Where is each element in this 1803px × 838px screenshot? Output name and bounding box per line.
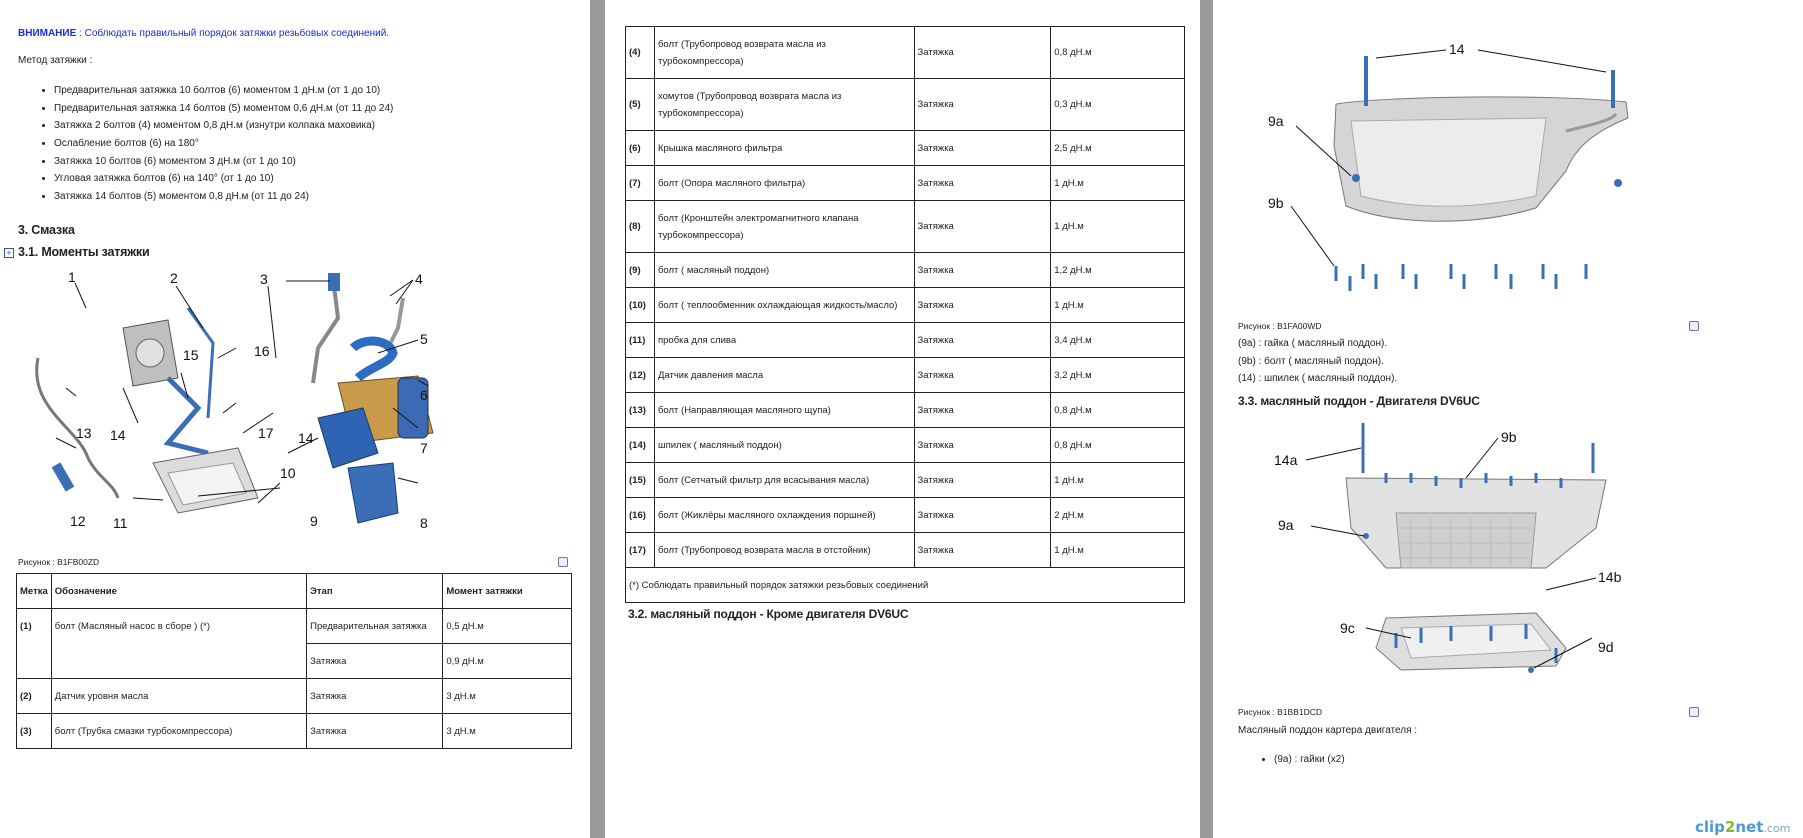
mark-cell: (4) — [626, 27, 655, 79]
torque-cell: 1 дН.м — [1051, 166, 1185, 201]
legend-item: (14) : шпилек ( масляный поддон). — [1238, 373, 1398, 384]
section-heading-3-1: 3.1. Моменты затяжки — [18, 245, 150, 259]
table-row — [626, 533, 1185, 568]
mark-cell: (2) — [17, 679, 52, 714]
stage-cell: Затяжка — [914, 79, 1051, 131]
table-row — [626, 79, 1185, 131]
torque-cell: 1 дН.м — [1051, 463, 1185, 498]
table-row — [626, 498, 1185, 533]
table-row — [626, 323, 1185, 358]
figure-label: 7 — [420, 440, 428, 456]
figure-label: 14 — [298, 430, 314, 446]
logo-part: net — [1735, 818, 1764, 836]
stage-cell: Затяжка — [914, 288, 1051, 323]
section-heading-3-3: 3.3. масляный поддон - Двигателя DV6UC — [1238, 394, 1480, 408]
header-cell: Обозначение — [51, 574, 306, 609]
figure-label: 16 — [254, 343, 270, 359]
name-cell: болт ( теплообменник охлаждающая жидкость/масло) — [654, 288, 914, 323]
lubrication-exploded-diagram — [18, 268, 478, 543]
torque-cell: 1 дН.м — [1051, 201, 1185, 253]
figure-label: 4 — [415, 271, 423, 287]
mark-cell: (14) — [626, 428, 655, 463]
torque-cell: 3,2 дН.м — [1051, 358, 1185, 393]
table-row — [626, 253, 1185, 288]
figure-label: 14 — [110, 427, 126, 443]
list-item: • Ослабление болтов (6) на 180° — [54, 138, 393, 150]
table-row — [626, 393, 1185, 428]
figure-label: 14b — [1598, 569, 1622, 585]
figure-label: 14a — [1274, 452, 1298, 468]
name-cell: болт (Трубка смазки турбокомпрессора) — [51, 714, 306, 749]
figure-label: 3 — [260, 271, 268, 287]
torque-cell: 0,8 дН.м — [1051, 393, 1185, 428]
oil-pan-diagram-2 — [1236, 418, 1696, 698]
name-cell: болт (Трубопровод возврата масла в отстойник) — [654, 533, 914, 568]
figure-label: 9b — [1501, 429, 1517, 445]
name-cell: Датчик уровня масла — [51, 679, 306, 714]
method-label: Метод затяжки : — [18, 55, 93, 66]
list-item: • Затяжка 14 болтов (5) моментом 0,8 дН.м (от 11 до 24) — [54, 191, 393, 203]
figure-label: 9a — [1268, 113, 1284, 129]
table-footnote-row — [626, 568, 1185, 603]
table-row — [626, 131, 1185, 166]
name-cell: хомутов (Трубопровод возврата масла из турбокомпрессора) — [654, 79, 914, 131]
warning-label: ВНИМАНИЕ — [18, 28, 77, 39]
torque-cell: 2 дН.м — [1051, 498, 1185, 533]
table-row — [17, 679, 572, 714]
table-header-row — [17, 574, 572, 609]
header-cell: Момент затяжки — [443, 574, 572, 609]
figure-caption: Рисунок : B1FA00WD — [1238, 321, 1322, 331]
torque-cell: 0,3 дН.м — [1051, 79, 1185, 131]
legend-item: (9b) : болт ( масляный поддон). — [1238, 355, 1384, 367]
figure-link-icon[interactable] — [1689, 321, 1699, 331]
mark-cell: (12) — [626, 358, 655, 393]
table-row — [626, 166, 1185, 201]
table-row — [626, 428, 1185, 463]
header-cell: Этап — [307, 574, 443, 609]
watermark-logo — [1695, 818, 1790, 836]
list-item: • Предварительная затяжка 14 болтов (5) моментом 0,6 дН.м (от 11 до 24) — [54, 103, 393, 115]
bullet-list — [1258, 754, 1345, 765]
figure-label: 9a — [1278, 517, 1294, 533]
document-page-2 — [605, 0, 1200, 838]
table-row — [17, 609, 572, 644]
figure-label: 14 — [1449, 41, 1465, 57]
name-cell: болт (Направляющая масляного щупа) — [654, 393, 914, 428]
name-cell: Крышка масляного фильтра — [654, 131, 914, 166]
figure-label: 5 — [420, 331, 428, 347]
figure-label: 9c — [1340, 620, 1355, 636]
stage-cell: Затяжка — [914, 393, 1051, 428]
list-item: • Затяжка 10 болтов (6) моментом 3 дН.м (от 1 до 10) — [54, 156, 393, 168]
mark-cell: (8) — [626, 201, 655, 253]
torque-cell: 0,9 дН.м — [443, 644, 572, 679]
list-item: • Угловая затяжка болтов (6) на 140° (от 1 до 10) — [54, 173, 393, 185]
figure-label: 13 — [76, 425, 92, 441]
stage-cell: Затяжка — [914, 166, 1051, 201]
list-item: • Затяжка 2 болтов (4) моментом 0,8 дН.м (изнутри колпака маховика) — [54, 120, 393, 132]
header-cell: Метка — [17, 574, 52, 609]
tightening-steps-list — [38, 85, 393, 209]
stage-cell: Затяжка — [307, 679, 443, 714]
warning-line — [18, 28, 389, 39]
torque-cell: 1,2 дН.м — [1051, 253, 1185, 288]
stage-cell: Затяжка — [914, 533, 1051, 568]
stage-cell: Затяжка — [914, 498, 1051, 533]
mark-cell: (10) — [626, 288, 655, 323]
name-cell: болт (Масляный насос в сборе ) (*) — [51, 609, 306, 679]
name-cell: болт (Опора масляного фильтра) — [654, 166, 914, 201]
stage-cell: Затяжка — [914, 463, 1051, 498]
table-row — [626, 201, 1185, 253]
figure-label: 9 — [310, 513, 318, 529]
name-cell: болт (Кронштейн электромагнитного клапана турбокомпрессора) — [654, 201, 914, 253]
figure-label: 15 — [183, 347, 199, 363]
figure-label: 10 — [280, 465, 296, 481]
torque-cell: 1 дН.м — [1051, 533, 1185, 568]
document-page-3 — [1213, 0, 1803, 838]
subtitle: Масляный поддон картера двигателя : — [1238, 725, 1418, 736]
table-move-handle-icon[interactable]: + — [4, 248, 14, 258]
footnote-cell: (*) Соблюдать правильный порядок затяжки резьбовых соединений — [626, 568, 1185, 603]
torque-cell: 3,4 дН.м — [1051, 323, 1185, 358]
stage-cell: Затяжка — [914, 358, 1051, 393]
name-cell: Датчик давления масла — [654, 358, 914, 393]
figure-label: 8 — [420, 515, 428, 531]
mark-cell: (9) — [626, 253, 655, 288]
figure-label: 11 — [113, 515, 128, 531]
mark-cell: (17) — [626, 533, 655, 568]
figure-caption: Рисунок : B1FB00ZD — [18, 557, 100, 567]
torque-cell: 3 дН.м — [443, 714, 572, 749]
torque-cell: 0,5 дН.м — [443, 609, 572, 644]
figure-legend — [1238, 335, 1397, 388]
figure-label: 12 — [70, 513, 86, 529]
figure-label: 17 — [258, 425, 274, 441]
logo-part: .com — [1763, 822, 1791, 835]
name-cell: болт (Жиклёры масляного охлаждения поршней) — [654, 498, 914, 533]
mark-cell: (3) — [17, 714, 52, 749]
list-item: • Предварительная затяжка 10 болтов (6) моментом 1 дН.м (от 1 до 10) — [54, 85, 393, 97]
mark-cell: (15) — [626, 463, 655, 498]
logo-part: clip — [1695, 818, 1725, 836]
figure-caption: Рисунок : B1BB1DCD — [1238, 707, 1323, 717]
figure-link-icon[interactable] — [558, 557, 568, 567]
section-heading-3-2: 3.2. масляный поддон - Кроме двигателя DV6UC — [628, 607, 909, 621]
figure-label: 6 — [420, 387, 428, 403]
stage-cell: Затяжка — [914, 201, 1051, 253]
document-page-1 — [0, 0, 590, 838]
torque-table-part1 — [16, 573, 572, 749]
stage-cell: Затяжка — [914, 428, 1051, 463]
name-cell: болт (Сетчатый фильтр для всасывания масла) — [654, 463, 914, 498]
figure-label: 1 — [68, 269, 76, 285]
warning-sep: : — [76, 28, 85, 39]
torque-cell: 3 дН.м — [443, 679, 572, 714]
legend-item: (9a) : гайка ( масляный поддон). — [1238, 338, 1388, 349]
section-heading-3: 3. Смазка — [18, 223, 75, 237]
torque-table-part2 — [625, 26, 1185, 603]
stage-cell: Затяжка — [914, 323, 1051, 358]
figure-label: 9d — [1598, 639, 1614, 655]
name-cell: болт ( масляный поддон) — [654, 253, 914, 288]
name-cell: шпилек ( масляный поддон) — [654, 428, 914, 463]
mark-cell: (7) — [626, 166, 655, 201]
stage-cell: Затяжка — [914, 253, 1051, 288]
mark-cell: (1) — [17, 609, 52, 679]
figure-label: 9b — [1268, 195, 1284, 211]
table-row — [626, 27, 1185, 79]
name-cell: пробка для слива — [654, 323, 914, 358]
mark-cell: (6) — [626, 131, 655, 166]
mark-cell: (11) — [626, 323, 655, 358]
list-item: • (9a) : гайки (x2) — [1274, 754, 1345, 765]
stage-cell: Затяжка — [307, 644, 443, 679]
stage-cell: Предварительная затяжка — [307, 609, 443, 644]
stage-cell: Затяжка — [307, 714, 443, 749]
mark-cell: (5) — [626, 79, 655, 131]
mark-cell: (13) — [626, 393, 655, 428]
name-cell: болт (Трубопровод возврата масла из турбокомпрессора) — [654, 27, 914, 79]
torque-cell: 0,8 дН.м — [1051, 428, 1185, 463]
oil-pan-diagram-1 — [1236, 36, 1696, 306]
figure-label: 2 — [170, 270, 178, 286]
logo-part: 2 — [1724, 818, 1736, 836]
torque-cell: 2,5 дН.м — [1051, 131, 1185, 166]
warning-text: Соблюдать правильный порядок затяжки резьбовых соединений. — [84, 28, 390, 39]
torque-cell: 1 дН.м — [1051, 288, 1185, 323]
table-row — [17, 714, 572, 749]
table-row — [626, 463, 1185, 498]
stage-cell: Затяжка — [914, 27, 1051, 79]
mark-cell: (16) — [626, 498, 655, 533]
table-row — [626, 358, 1185, 393]
stage-cell: Затяжка — [914, 131, 1051, 166]
figure-link-icon[interactable] — [1689, 707, 1699, 717]
table-row — [626, 288, 1185, 323]
torque-cell: 0,8 дН.м — [1051, 27, 1185, 79]
